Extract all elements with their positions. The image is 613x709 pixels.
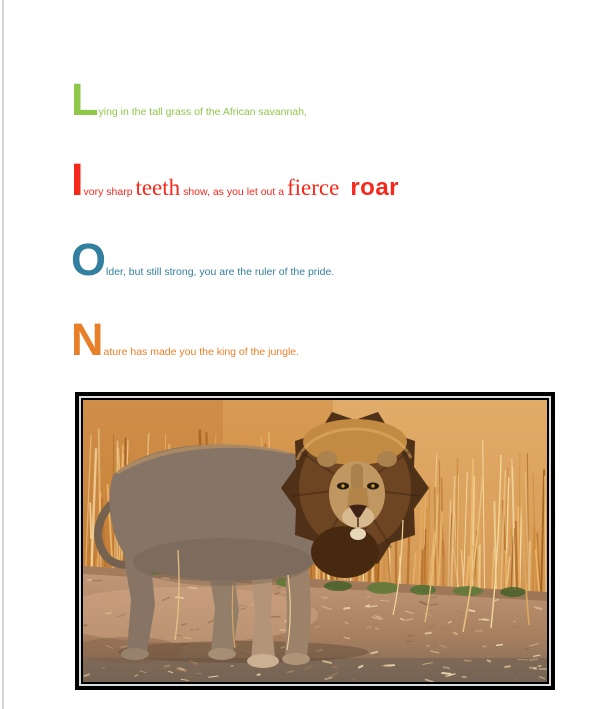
poem-text-segment: teeth: [135, 175, 181, 200]
poem-text-segment: lder, but still strong, you are the ruler of the pride.: [106, 266, 335, 278]
lion-chin: [350, 528, 366, 540]
lion-body: [110, 444, 323, 586]
poem-text-segment: ying in the tall grass of the African savannah,: [98, 106, 307, 118]
drop-cap-letter: O: [71, 234, 107, 285]
poem-text-segment: ature has made you the king of the jungle.: [103, 346, 300, 358]
drop-cap-letter: I: [71, 154, 84, 205]
lion-photo-inner-border: [79, 396, 551, 686]
drop-cap-letter: N: [71, 314, 104, 365]
poem-line-L: [71, 74, 307, 135]
poem-line-I: [71, 154, 400, 215]
poem-line-N: [71, 314, 300, 375]
poem-text-segment: roar: [350, 174, 400, 201]
lion-photo-frame: [75, 392, 555, 690]
lion-ear: [317, 451, 337, 467]
poem-text-segment: vory sharp: [83, 186, 136, 198]
poem-line-O: [71, 234, 335, 295]
lion-photo: [83, 400, 547, 682]
poem-text-segment: fierce: [286, 175, 340, 200]
lion-ear: [377, 451, 397, 467]
drop-cap-letter: L: [71, 74, 99, 125]
poem-text-segment: show, as you let out a: [180, 186, 287, 198]
